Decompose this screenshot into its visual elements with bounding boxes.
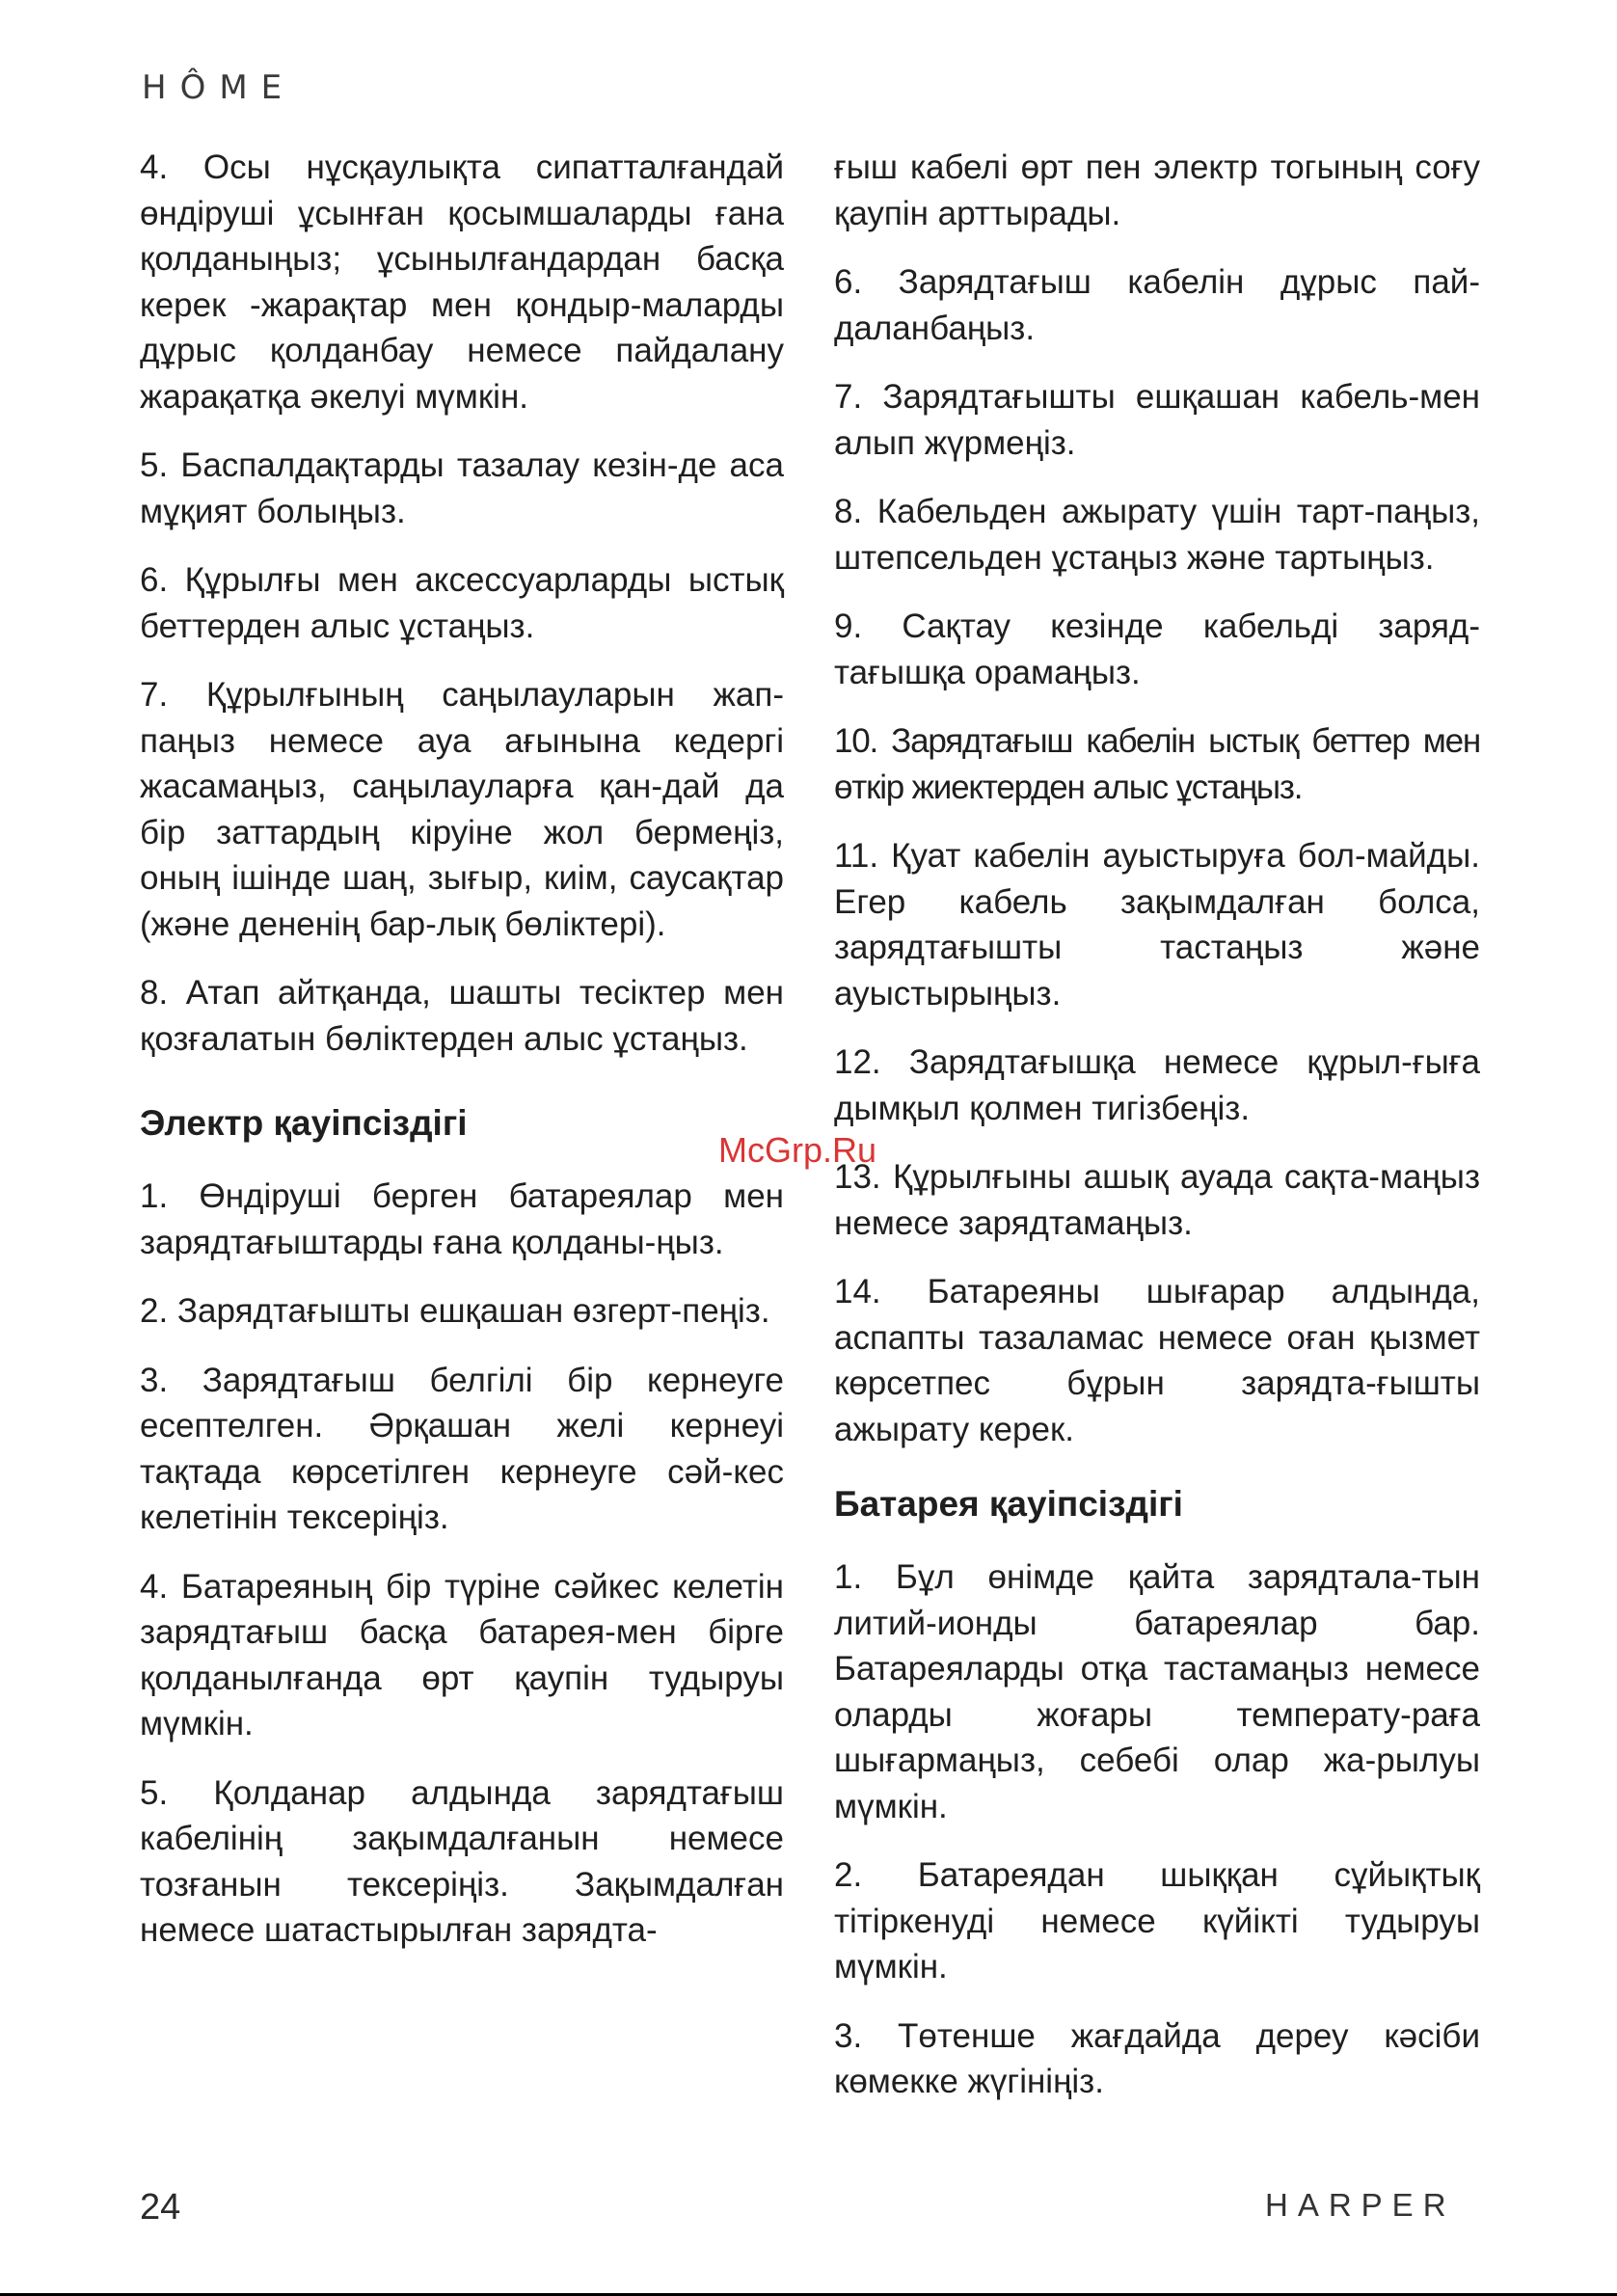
left-column	[140, 145, 784, 1977]
list-item: 4. Батареяның бір түріне сәйкес келетін зарядтағыш басқа батарея-мен бірге қолданылғанда өрт қаупін тудыруы мүмкін.	[140, 1567, 784, 1742]
list-item: 1. Өндіруші берген батареялар мен зарядтағыштарды ғана қолданы-ңыз.	[140, 1177, 784, 1261]
list-item: 3. Төтенше жағдайда дереу кәсіби көмекке жүгініңіз.	[834, 2016, 1480, 2100]
list-item: 14. Батареяны шығарар алдында, аспапты тазаламас немесе оған қызмет көрсетпес бұрын зарядта-ғышты ажырату керек.	[834, 1273, 1480, 1448]
list-item: 7. Құрылғының саңылауларын жап-паңыз немесе ауа ағынына кедергі жасамаңыз, саңылауларға қан-дай да бір заттардың кіруіне жол бермеңіз, оның ішінде шаң, зығыр, киім, саусақтар (және дененің бар-лық бөліктері).	[140, 676, 784, 943]
list-item: 2. Батареядан шыққан сұйықтық тітіркенуді немесе күйікті тудыруы мүмкін.	[834, 1856, 1480, 1985]
list-item: 6. Құрылғы мен аксессуарларды ыстық беттерден алыс ұстаңыз.	[140, 561, 784, 645]
list-item: 5. Қолданар алдында зарядтағыш кабелінің зақымдалғанын немесе тозғанын тексеріңіз. Зақымдалған немесе шатастырылған зарядта-	[140, 1773, 784, 1949]
list-item: 2. Зарядтағышты ешқашан өзгерт-пеңіз.	[140, 1292, 770, 1330]
watermark: McGrp.Ru	[718, 1130, 877, 1170]
list-item: 8. Кабельден ажырату үшін тарт-паңыз, штепсельден ұстаңыз және тартыңыз.	[834, 493, 1480, 577]
right-column	[834, 145, 1480, 2128]
brand-logo: HARPER	[1265, 2187, 1456, 2223]
list-item: 5. Баспалдақтарды тазалау кезін-де аса мұқият болыңыз.	[140, 446, 784, 530]
list-item: ғыш кабелі өрт пен электр тогының соғу қаупін арттырады.	[834, 149, 1480, 232]
home-logo: HÔME	[142, 68, 296, 107]
list-item: 10. Зарядтағыш кабелін ыстық беттер мен өткір жиектерден алыс ұстаңыз.	[834, 722, 1480, 806]
list-item: 3. Зарядтағыш белгілі бір кернеуге есептелген. Әрқашан желі кернеуі тақтада көрсетілген кернеуге сәй-кес келетінін тексеріңіз.	[140, 1361, 784, 1536]
list-item: 12. Зарядтағышқа немесе құрыл-ғыға дымқыл қолмен тигізбеңіз.	[834, 1043, 1480, 1127]
list-item: 13. Құрылғыны ашық ауада сақта-маңыз немесе зарядтамаңыз.	[834, 1158, 1480, 1242]
section-title-electrical-safety: Электр қауіпсіздігі	[140, 1103, 468, 1143]
list-item: 4. Осы нұсқаулықта сипатталғандай өндіруші ұсынған қосымшаларды ғана қолданыңыз; ұсынылғандардан басқа керек -жарақтар мен қондыр-маларды дұрыс қолданбау немесе пайдалану жарақатқа әкелуі мүмкін.	[140, 149, 784, 416]
list-item: 6. Зарядтағыш кабелін дұрыс пай-даланбаңыз.	[834, 263, 1480, 347]
list-item: 7. Зарядтағышты ешқашан кабель-мен алып жүрмеңіз.	[834, 378, 1480, 462]
list-item: 9. Сақтау кезінде кабельді заряд-тағышқа орамаңыз.	[834, 608, 1480, 691]
section-title-battery-safety: Батарея қауіпсіздігі	[834, 1484, 1183, 1524]
page-number: 24	[140, 2187, 181, 2228]
list-item: 1. Бұл өнімде қайта зарядтала-тын литий-ионды батареялар бар. Батареяларды отқа тастамаңыз немесе оларды жоғары температу-раға шығармаңыз, себебі олар жа-рылуы мүмкін.	[834, 1558, 1480, 1825]
list-item: 8. Атап айтқанда, шашты тесіктер мен қозғалатын бөліктерден алыс ұстаңыз.	[140, 974, 784, 1058]
list-item: 11. Қуат кабелін ауыстыруға бол-майды. Егер кабель зақымдалған болса, зарядтағышты тастаңыз және ауыстырыңыз.	[834, 837, 1480, 1013]
